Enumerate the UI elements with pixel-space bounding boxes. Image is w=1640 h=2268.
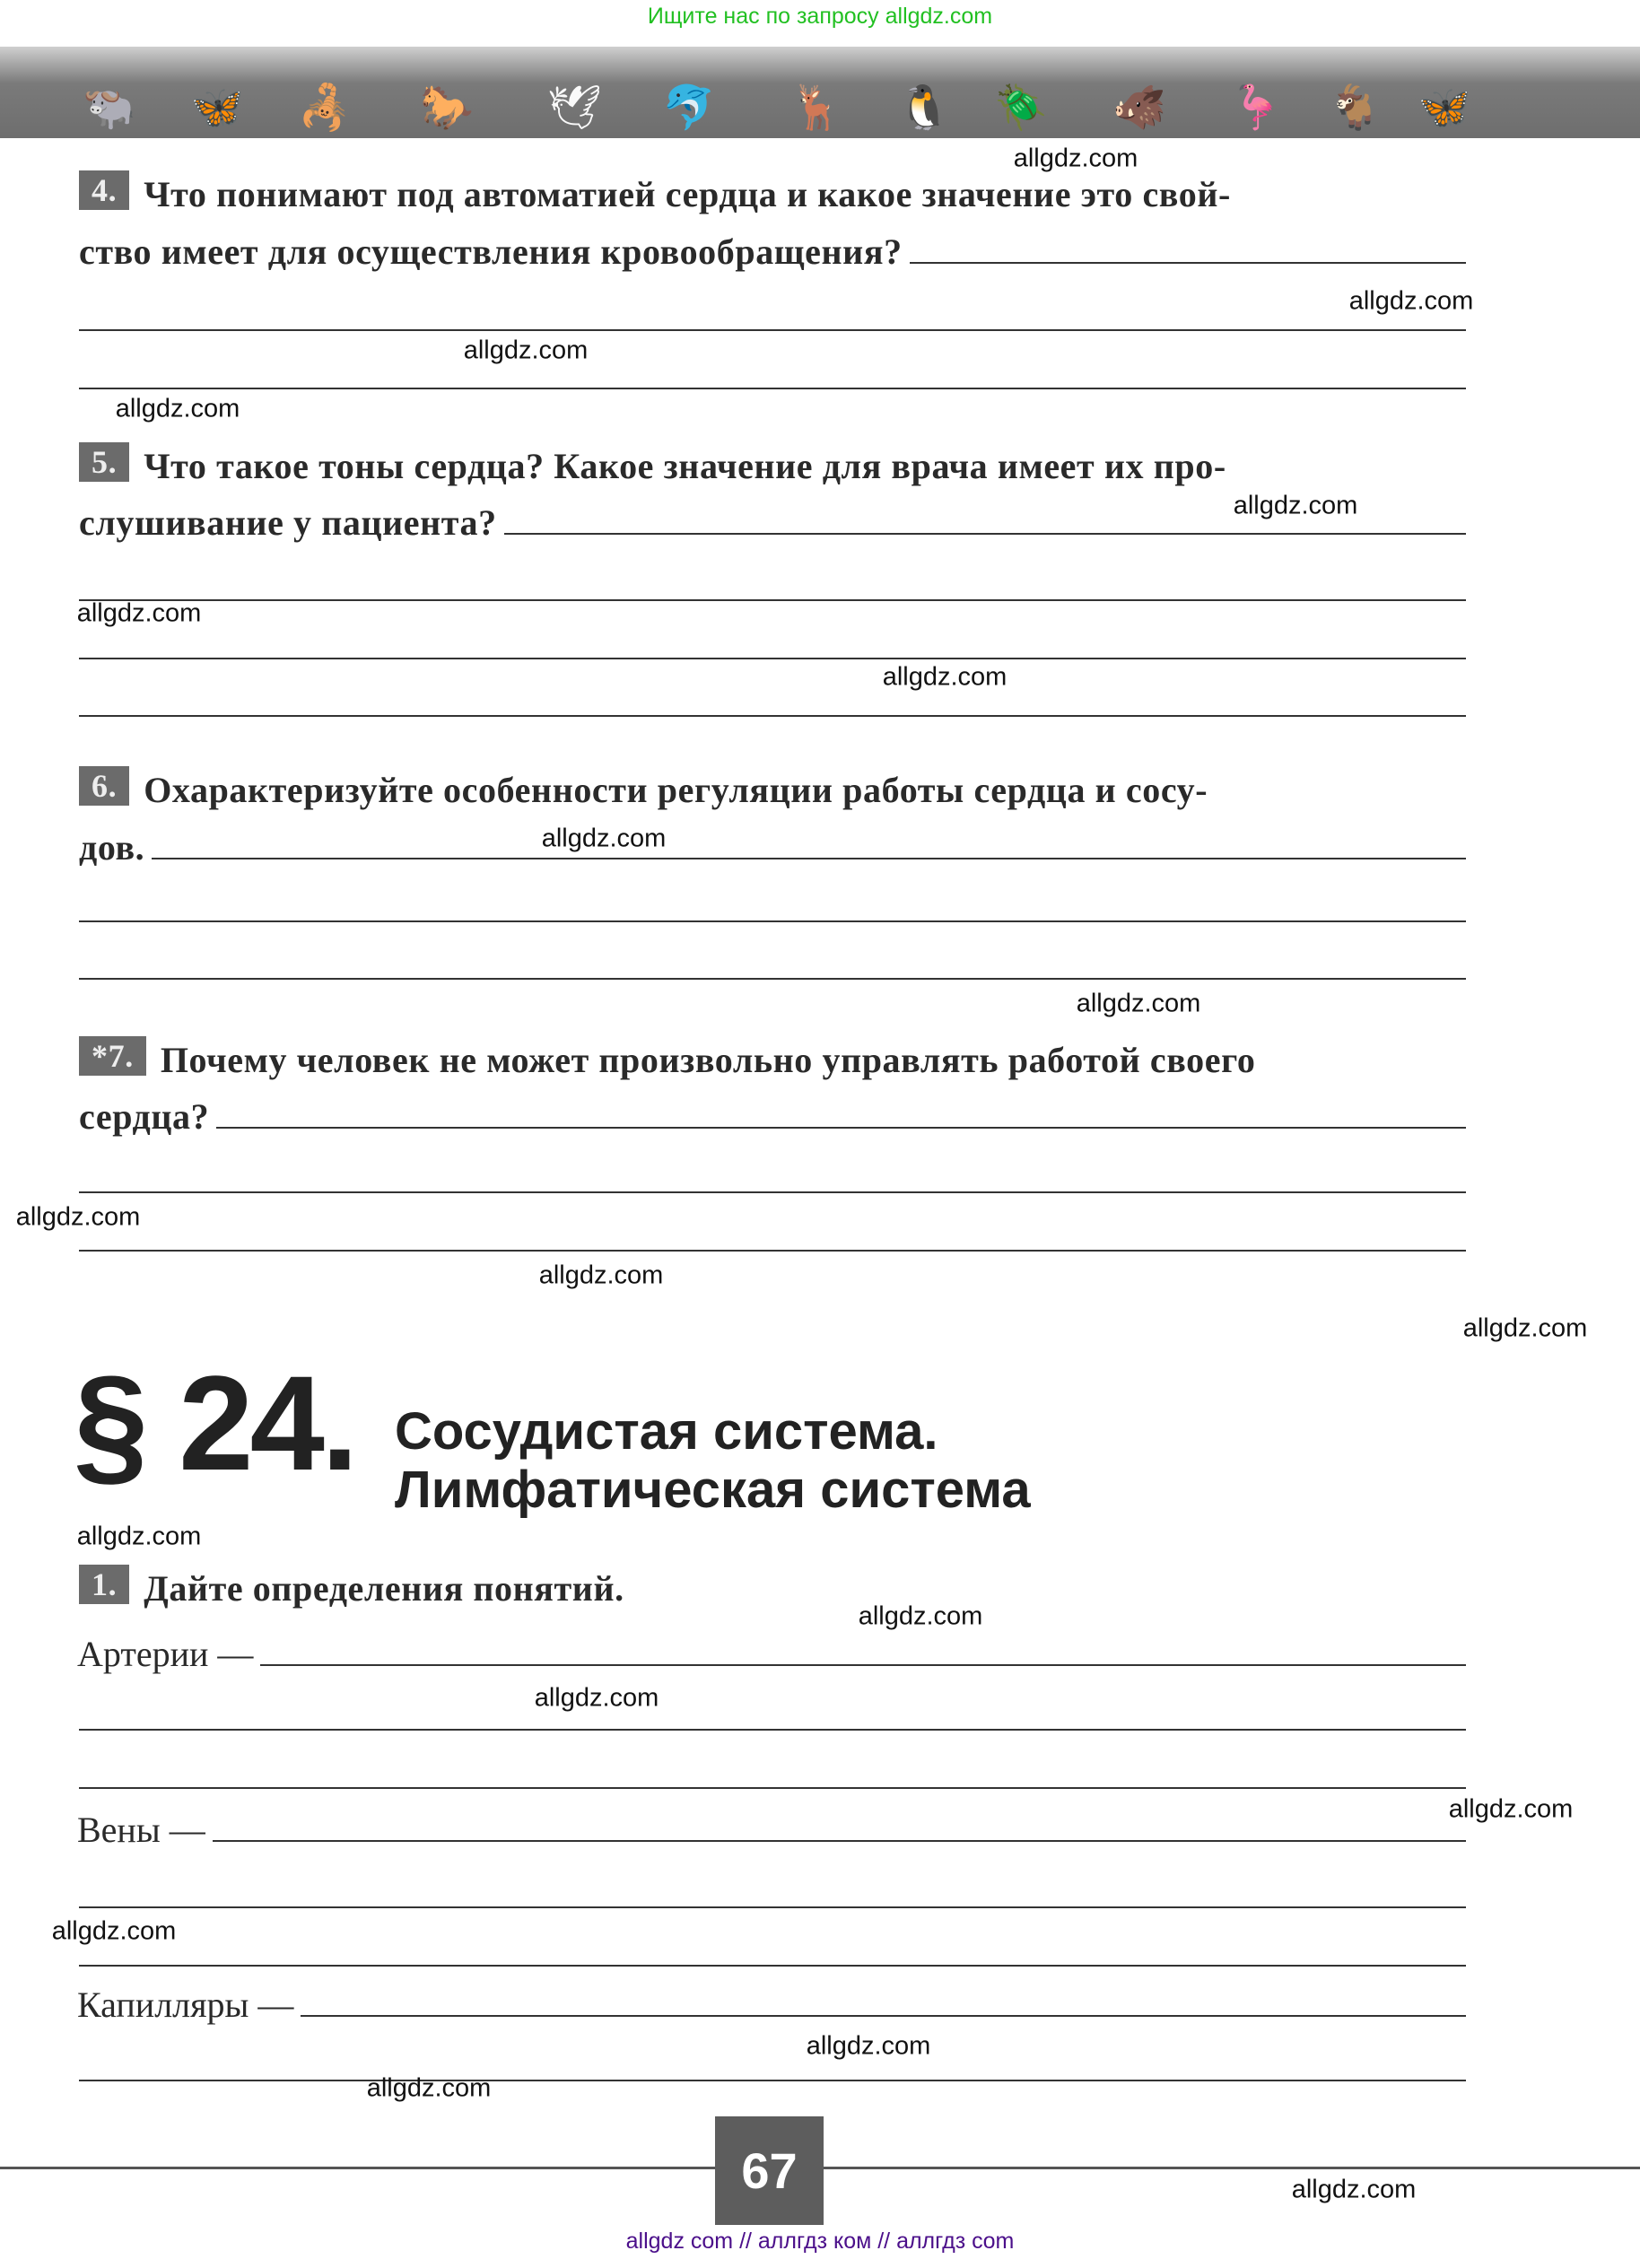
term-capillaries [77, 1972, 1466, 2026]
question-text: Дайте определения понятий. [144, 1568, 624, 1609]
answer-line[interactable] [79, 1729, 1466, 1731]
question-number: 1. [79, 1565, 129, 1604]
question-number: 4. [79, 170, 129, 210]
watermark: allgdz.com [463, 336, 589, 365]
question-6 [79, 757, 1466, 811]
answer-line[interactable] [152, 858, 1466, 859]
top-watermark-banner: Ищите нас по запросу allgdz.com [647, 4, 993, 29]
question-7 [79, 1027, 1466, 1081]
watermark: allgdz.com [115, 394, 240, 423]
bird-icon: 🕊 [547, 83, 602, 133]
watermark: allgdz.com [1233, 491, 1358, 520]
answer-line[interactable] [79, 599, 1466, 601]
deer-icon: 🦌 [789, 83, 843, 133]
question-7-line2 [79, 1084, 1466, 1138]
boar-icon: 🐗 [1112, 83, 1166, 133]
section-question-1 [79, 1556, 1466, 1609]
question-number: *7. [79, 1036, 146, 1076]
question-text: Что понимают под автоматией сердца и какое значение это свой- [144, 174, 1231, 214]
term-label: Артерии — [77, 1634, 254, 1674]
term-label: Вены — [77, 1810, 205, 1850]
section-number: § 24. [74, 1348, 355, 1498]
answer-line[interactable] [79, 329, 1466, 331]
question-text: Что такое тоны сердца? Какое значение для врача имеет их про- [144, 446, 1226, 486]
horse-icon: 🐎 [420, 83, 474, 133]
answer-line[interactable] [504, 533, 1466, 535]
butterfly-icon: 🦋 [1418, 83, 1471, 133]
antelope-icon: 🐐 [1328, 83, 1382, 133]
watermark: allgdz.com [1462, 1313, 1588, 1343]
watermark: allgdz.com [366, 2073, 492, 2103]
watermark: allgdz.com [1013, 144, 1138, 173]
watermark: allgdz.com [1291, 2175, 1417, 2204]
watermark: allgdz.com [534, 1683, 659, 1713]
question-number: 5. [79, 442, 129, 482]
scorpion-icon: 🦂 [298, 83, 352, 133]
answer-line[interactable] [79, 1787, 1466, 1789]
answer-line[interactable] [79, 658, 1466, 659]
watermark: allgdz.com [15, 1202, 141, 1232]
answer-line[interactable] [79, 1965, 1466, 1967]
term-arteries [77, 1621, 1466, 1675]
watermark: allgdz.com [538, 1260, 664, 1290]
butterfly-icon: 🦋 [190, 83, 244, 133]
watermark: allgdz.com [76, 598, 202, 628]
question-6-line2 [79, 815, 1466, 868]
question-text: Охарактеризуйте особенности регуляции работы сердца и сосу- [144, 770, 1208, 810]
question-4-line2 [79, 219, 1466, 273]
section-title-line1: Сосудистая система. [395, 1402, 938, 1461]
answer-line[interactable] [301, 2015, 1466, 2017]
section-title-line2: Лимфатическая система [395, 1461, 1031, 1519]
answer-line[interactable] [260, 1664, 1466, 1666]
answer-line[interactable] [79, 1906, 1466, 1908]
crane-icon: 🦩 [1229, 83, 1283, 133]
question-number: 6. [79, 766, 129, 806]
question-5 [79, 433, 1466, 487]
question-text: слушивание у пациента? [79, 502, 497, 543]
answer-line[interactable] [79, 1191, 1466, 1193]
answer-line[interactable] [216, 1127, 1466, 1129]
header-animal-band [0, 47, 1640, 138]
question-text: ство имеет для осуществления кровообращения? [79, 231, 903, 272]
answer-line[interactable] [79, 978, 1466, 980]
answer-line[interactable] [213, 1840, 1466, 1842]
insect-icon: 🪲 [994, 83, 1048, 133]
watermark: allgdz.com [51, 1916, 177, 1946]
answer-line[interactable] [910, 262, 1466, 264]
penguin-icon: 🐧 [897, 83, 951, 133]
bison-icon: 🐃 [83, 83, 136, 133]
watermark: allgdz.com [1348, 286, 1474, 316]
bottom-watermark-banner: allgdz com // аллгдз ком // аллгдз com [625, 2229, 1015, 2254]
watermark: allgdz.com [76, 1522, 202, 1551]
answer-line[interactable] [79, 388, 1466, 389]
watermark: allgdz.com [1076, 989, 1201, 1018]
question-4 [79, 161, 1466, 215]
watermark: allgdz.com [1448, 1794, 1574, 1824]
term-veins [77, 1797, 1466, 1851]
answer-line[interactable] [79, 1250, 1466, 1252]
watermark: allgdz.com [858, 1601, 983, 1631]
dolphin-icon: 🐬 [662, 83, 716, 133]
question-text: сердца? [79, 1096, 210, 1137]
watermark: allgdz.com [541, 824, 667, 853]
watermark: allgdz.com [806, 2031, 931, 2061]
term-label: Капилляры — [77, 1984, 294, 2025]
question-text: Почему человек не может произвольно управлять работой своего [160, 1040, 1256, 1080]
answer-line[interactable] [79, 2080, 1466, 2081]
answer-line[interactable] [79, 715, 1466, 717]
page-number: 67 [715, 2116, 824, 2225]
watermark: allgdz.com [882, 662, 1008, 692]
question-text: дов. [79, 827, 145, 868]
answer-line[interactable] [79, 920, 1466, 922]
